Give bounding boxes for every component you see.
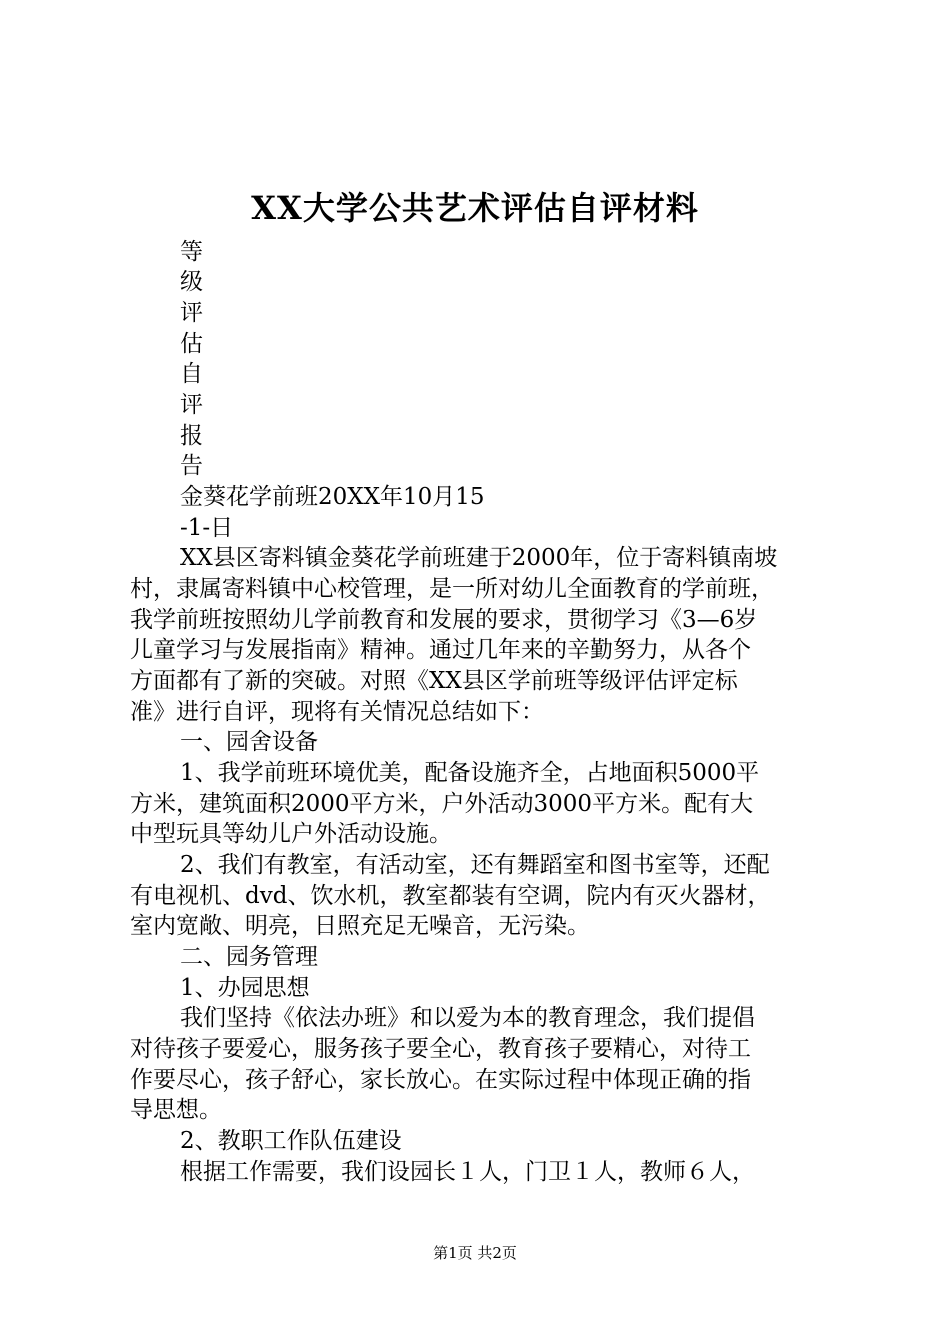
vertical-heading-char: 估 xyxy=(180,331,203,357)
body-line: 1、我学前班环境优美，配备设施齐全，占地面积5000平 xyxy=(180,760,760,786)
body-line: 导思想。 xyxy=(130,1097,222,1123)
subsection-heading: 1、办园思想 xyxy=(180,975,310,1001)
body-line: 有电视机、dvd、饮水机，教室都装有空调，院内有灭火器材， xyxy=(130,883,771,909)
vertical-heading-char: 告 xyxy=(180,453,203,479)
body-line: 方米，建筑面积2000平方米，户外活动3000平方米。配有大 xyxy=(130,791,754,817)
body-line: 儿童学习与发展指南》精神。通过几年来的辛勤努力，从各个 xyxy=(130,637,751,663)
vertical-heading-char: 评 xyxy=(180,300,203,326)
body-line: 准》进行自评，现将有关情况总结如下： xyxy=(130,699,544,725)
body-line: 我学前班按照幼儿学前教育和发展的要求，贯彻学习《3—6岁 xyxy=(130,607,758,633)
body-line: 村，隶属寄料镇中心校管理，是一所对幼儿全面教育的学前班， xyxy=(130,576,774,602)
date-line-continued: -1-日 xyxy=(180,515,234,541)
body-line: 2、我们有教室，有活动室，还有舞蹈室和图书室等，还配 xyxy=(180,852,770,878)
vertical-heading-char: 评 xyxy=(180,392,203,418)
body-line: 作要尽心，孩子舒心，家长放心。在实际过程中体现正确的指 xyxy=(130,1067,751,1093)
page-footer: 第1页 共2页 xyxy=(433,1244,517,1262)
body-line: 根据工作需要，我们设园长１人，门卫１人，教师６人， xyxy=(180,1159,755,1185)
body-line: 我们坚持《依法办班》和以爱为本的教育理念，我们提倡 xyxy=(180,1005,755,1031)
body-line: 方面都有了新的突破。对照《XX县区学前班等级评估评定标 xyxy=(130,668,738,694)
body-line: 对待孩子要爱心，服务孩子要全心，教育孩子要精心，对待工 xyxy=(130,1036,751,1062)
subsection-heading: 2、教职工作队伍建设 xyxy=(180,1128,402,1154)
vertical-heading-char: 自 xyxy=(180,361,203,387)
vertical-heading-char: 报 xyxy=(180,423,203,449)
date-line: 金葵花学前班20XX年10月15 xyxy=(180,484,485,510)
vertical-heading-char: 等 xyxy=(180,239,203,265)
body-line: 室内宽敞、明亮，日照充足无噪音，无污染。 xyxy=(130,913,590,939)
vertical-heading-char: 级 xyxy=(180,269,203,295)
section-heading: 二、园务管理 xyxy=(180,944,318,970)
document-title: XX大学公共艺术评估自评材料 xyxy=(251,189,699,227)
section-heading: 一、园舍设备 xyxy=(180,729,318,755)
body-line: 中型玩具等幼儿户外活动设施。 xyxy=(130,821,452,847)
body-line: XX县区寄料镇金葵花学前班建于2000年，位于寄料镇南坡 xyxy=(180,545,778,571)
